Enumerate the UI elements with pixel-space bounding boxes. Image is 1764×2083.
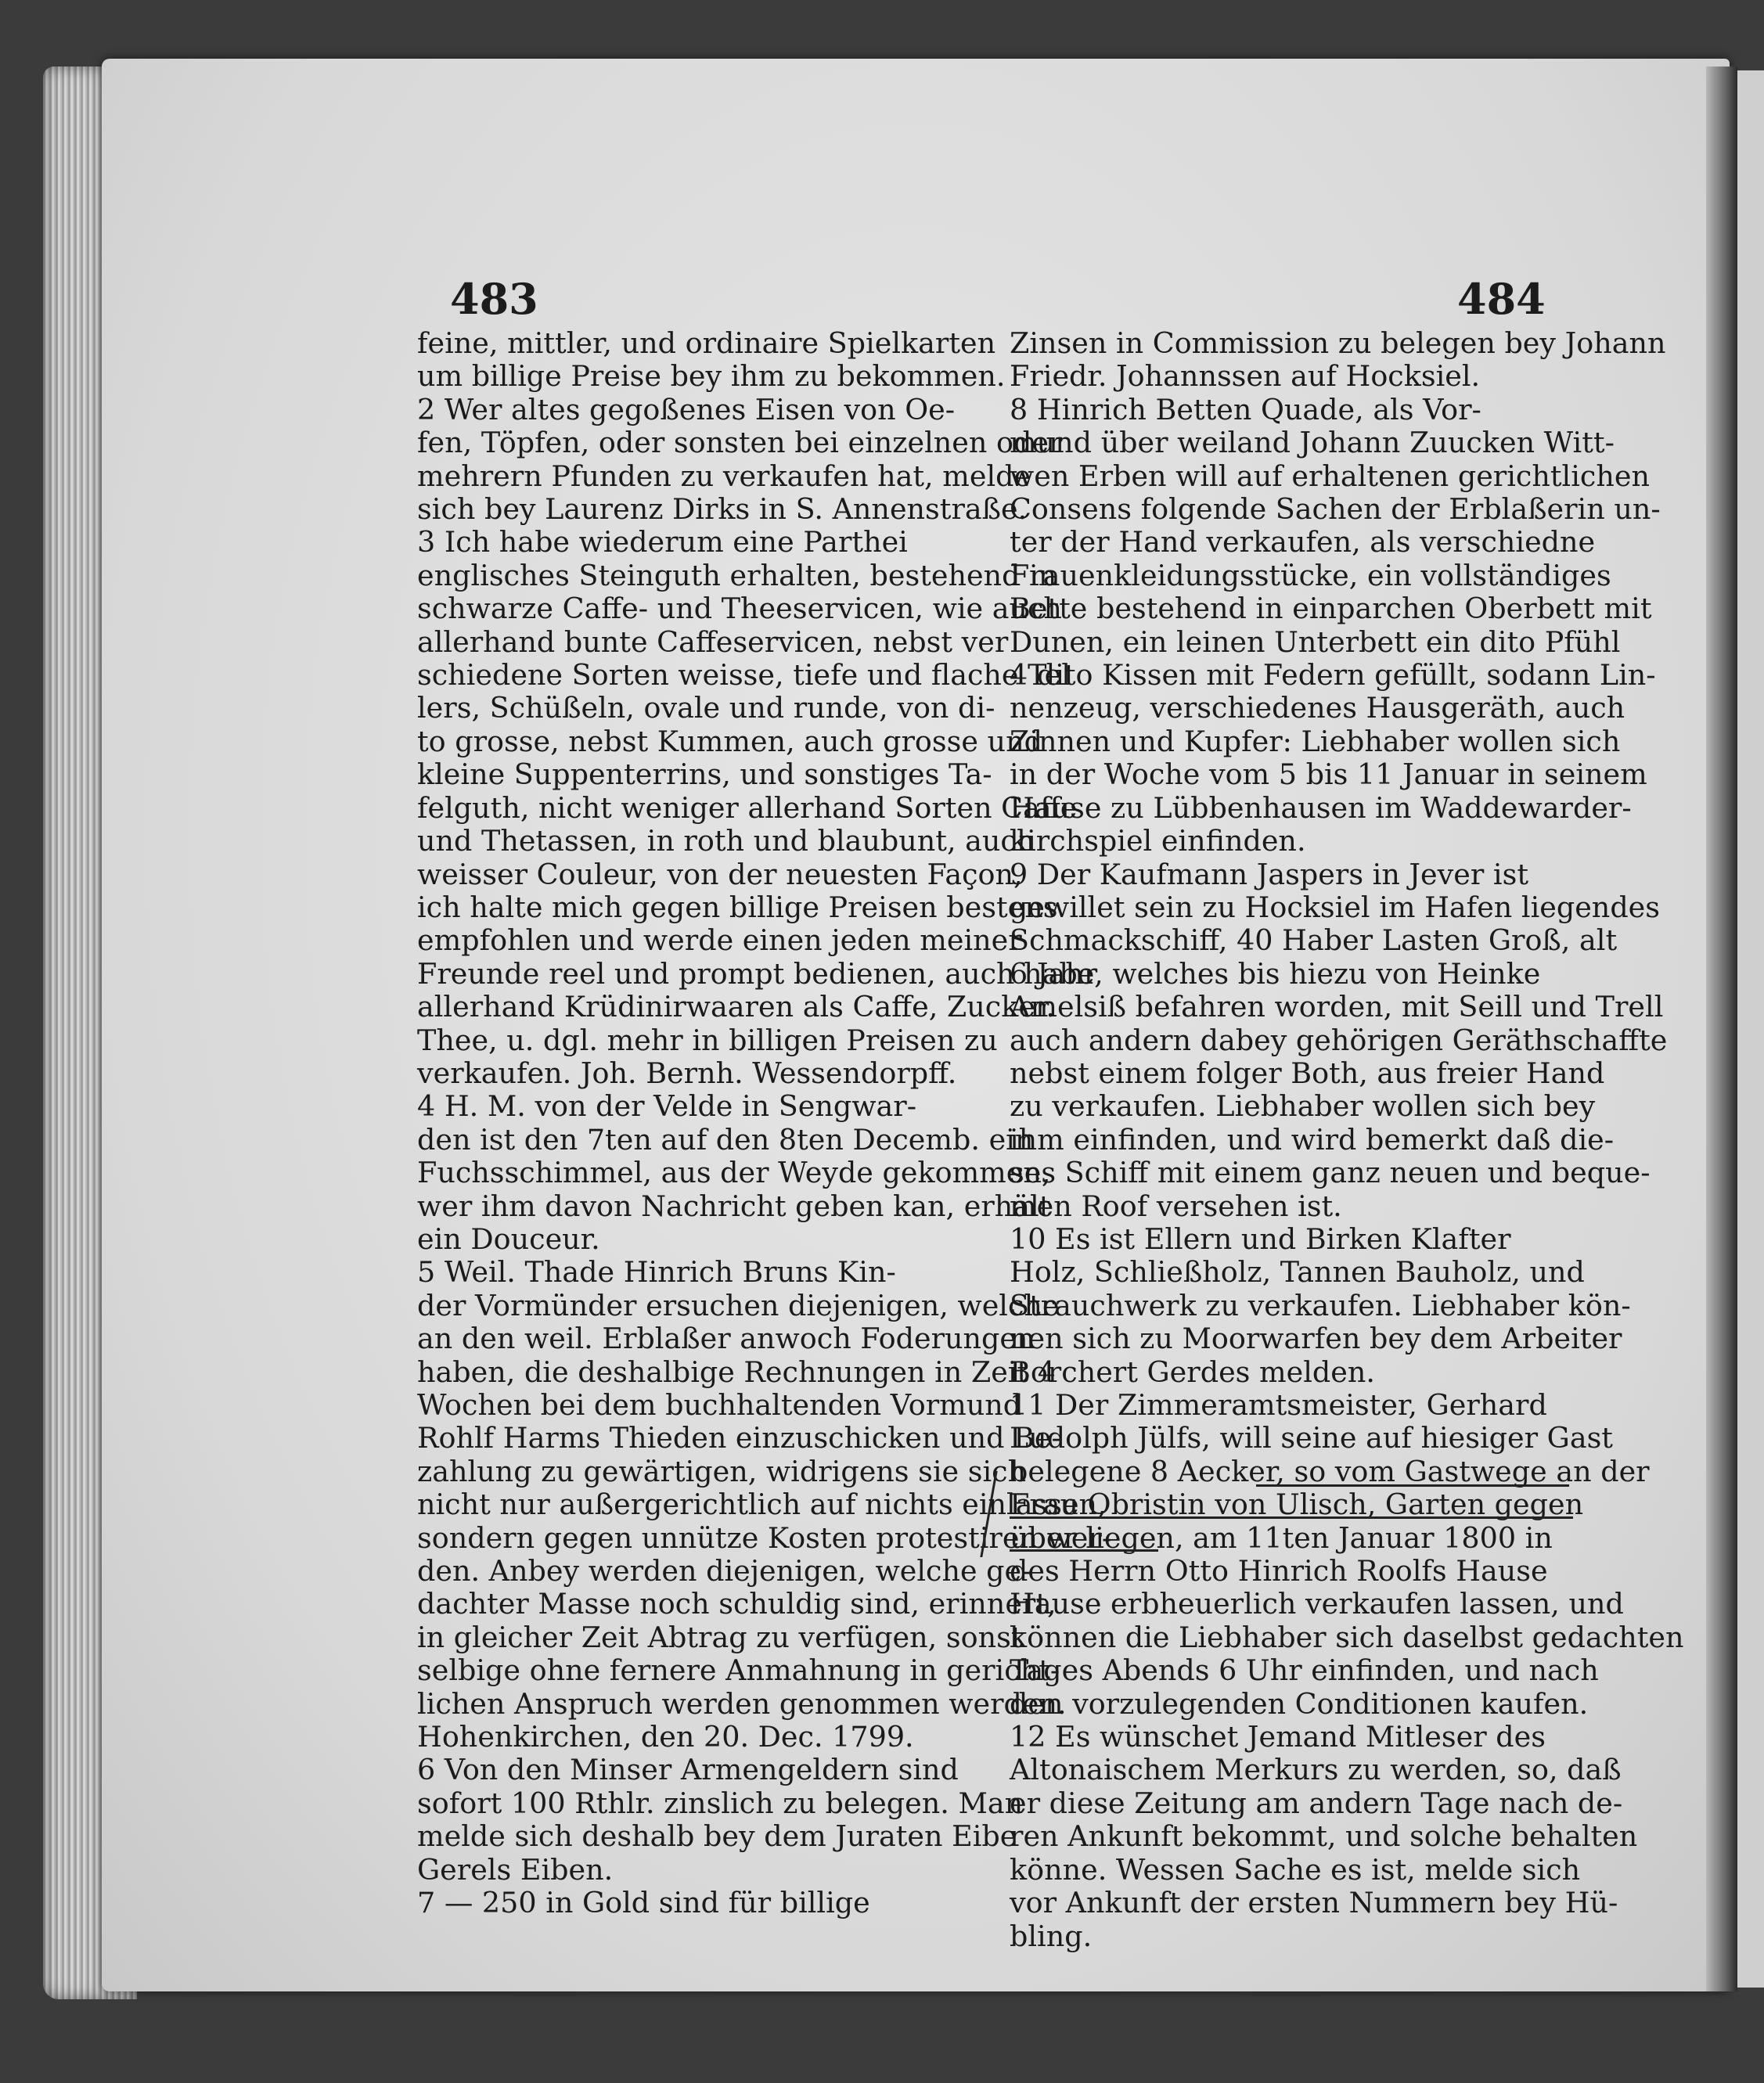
text-line: an den weil. Erblaßer anwoch Foderungen [417, 1322, 1035, 1356]
pen-underline-3 [1010, 1549, 1158, 1552]
text-line: selbige ohne fernere Anmahnung in gericht- [417, 1653, 1060, 1688]
text-line: 6 Von den Minser Armengeldern sind [417, 1753, 959, 1787]
text-line: bling. [1010, 1919, 1093, 1953]
text-line: um billige Preise bey ihm zu bekommen. [417, 359, 1006, 394]
text-line: kirchspiel einfinden. [1010, 824, 1306, 858]
text-line: schiedene Sorten weisse, tiefe und flache Tel [417, 658, 1071, 693]
text-line: Rohlf Harms Thieden einzuschicken und Be- [417, 1421, 1061, 1455]
text-line: Friedr. Johannssen auf Hocksiel. [1010, 359, 1481, 394]
text-line: schwarze Caffe- und Theeservicen, wie auch [417, 592, 1062, 626]
text-line: 9 Der Kaufmann Jaspers in Jever ist [1010, 857, 1529, 891]
text-line: weisser Couleur, von der neuesten Façon, [417, 857, 1023, 891]
text-line: 11 Der Zimmeramtsmeister, Gerhard [1010, 1388, 1547, 1422]
text-line: Consens folgende Sachen der Erblaßerin un- [1010, 492, 1661, 527]
text-line: allerhand Krüdinirwaaren als Caffe, Zucker. [417, 990, 1055, 1024]
text-line: ses Schiff mit einem ganz neuen und beque- [1010, 1156, 1651, 1190]
page-number-left: 483 [450, 274, 538, 324]
text-line: Ludolph Jülfs, will seine auf hiesiger Gast [1010, 1421, 1613, 1455]
text-line: Altonaischem Merkurs zu werden, so, daß [1010, 1753, 1622, 1787]
text-line: to grosse, nebst Kummen, auch grosse und [417, 724, 1042, 758]
text-line: mehrern Pfunden zu verkaufen hat, melde [417, 459, 1031, 493]
text-line: nebst einem folger Both, aus freier Hand [1010, 1056, 1605, 1090]
text-line: können die Liebhaber sich daselbst gedachten [1010, 1620, 1684, 1654]
text-line: gewillet sein zu Hocksiel im Hafen liegendes [1010, 890, 1661, 924]
text-line: Fuchsschimmel, aus der Weyde gekommen, [417, 1156, 1051, 1190]
text-line: Zinsen in Commission zu belegen bey Johann [1010, 326, 1666, 360]
text-line: Hause erbheuerlich verkaufen lassen, und [1010, 1587, 1624, 1621]
text-line: er diese Zeitung am andern Tage nach de- [1010, 1786, 1623, 1820]
text-line: belegene 8 Aecker, so vom Gastwege an der [1010, 1454, 1650, 1488]
text-line: verkaufen. Joh. Bernh. Wessendorpff. [417, 1056, 957, 1090]
next-page-strip [1737, 70, 1764, 1988]
text-line: zu verkaufen. Liebhaber wollen sich bey [1010, 1089, 1596, 1124]
text-line: ein Douceur. [417, 1221, 600, 1256]
text-line: ich halte mich gegen billige Preisen bestens [417, 890, 1058, 924]
text-line: Holz, Schließholz, Tannen Bauholz, und [1010, 1255, 1585, 1290]
text-line: in gleicher Zeit Abtrag zu verfügen, sonst [417, 1620, 1023, 1654]
text-line: mund über weiland Johann Zuucken Witt- [1010, 426, 1615, 460]
page-gutter-shadow [1706, 67, 1737, 1991]
text-line: Bette bestehend in einparchen Oberbett mit [1010, 592, 1652, 626]
text-line: des Herrn Otto Hinrich Roolfs Hause [1010, 1554, 1548, 1588]
text-line: Dunen, ein leinen Unterbett ein dito Pfühl [1010, 624, 1621, 659]
text-line: kleine Suppenterrins, und sonstiges Ta- [417, 757, 992, 792]
text-line: wer ihm davon Nachricht geben kan, erhält [417, 1189, 1051, 1223]
text-line: dachter Masse noch schuldig sind, erinnert, [417, 1587, 1057, 1621]
text-line: Hause zu Lübbenhausen im Waddewarder- [1010, 790, 1632, 825]
text-line: Gerels Eiben. [417, 1852, 614, 1887]
text-line: Zinnen und Kupfer: Liebhaber wollen sich [1010, 724, 1621, 758]
text-line: nenzeug, verschiedenes Hausgeräth, auch [1010, 691, 1625, 725]
pen-underline-1 [1256, 1484, 1569, 1487]
text-line: lers, Schüßeln, ovale und runde, von di- [417, 691, 995, 725]
text-line: Strauchwerk zu verkaufen. Liebhaber kön- [1010, 1288, 1631, 1322]
text-line: haben, die deshalbige Rechnungen in Zeit 4 [417, 1354, 1056, 1389]
text-line: den. Anbey werden diejenigen, welche ge- [417, 1554, 1031, 1588]
text-line: ter der Hand verkaufen, als verschiedne [1010, 525, 1596, 559]
pen-underline-2 [1010, 1516, 1573, 1519]
text-line: melde sich deshalb bey dem Juraten Eibe [417, 1819, 1017, 1854]
text-line: allerhand bunte Caffeservicen, nebst ver [417, 624, 1009, 659]
text-line: ihm einfinden, und wird bemerkt daß die- [1010, 1122, 1615, 1157]
text-line: empfohlen und werde einen jeden meiner [417, 923, 1022, 958]
text-line: men Roof versehen ist. [1010, 1189, 1342, 1223]
text-line: ren Ankunft bekommt, und solche behalten [1010, 1819, 1638, 1854]
text-line: sich bey Laurenz Dirks in S. Annenstraße. [417, 492, 1028, 527]
text-line: 10 Es ist Ellern und Birken Klafter [1010, 1221, 1511, 1256]
text-line: 6 Jahr, welches bis hiezu von Heinke [1010, 956, 1541, 991]
text-column-right [1010, 326, 1684, 1953]
text-line: 4 H. M. von der Velde in Sengwar- [417, 1089, 917, 1124]
text-line: Schmackschiff, 40 Haber Lasten Groß, alt [1010, 923, 1618, 958]
text-line: über liegen, am 11ten Januar 1800 in [1010, 1520, 1553, 1555]
text-line: wen Erben will auf erhaltenen gerichtlichen [1010, 459, 1650, 493]
text-line: Hohenkirchen, den 20. Dec. 1799. [417, 1720, 914, 1754]
text-line: sondern gegen unnütze Kosten protestiren wer- [417, 1520, 1112, 1555]
text-line: sofort 100 Rthlr. zinslich zu belegen. Man [417, 1786, 1024, 1820]
text-line: den ist den 7ten auf den 8ten Decemb. ein [417, 1122, 1034, 1157]
text-line: Tages Abends 6 Uhr einfinden, und nach [1010, 1653, 1599, 1688]
text-line: lichen Anspruch werden genommen werden. [417, 1686, 1067, 1721]
text-line: könne. Wessen Sache es ist, melde sich [1010, 1852, 1581, 1887]
text-line: Freunde reel und prompt bedienen, auch habe [417, 956, 1095, 991]
text-line: 2 Wer altes gegoßenes Eisen von Oe- [417, 392, 956, 426]
text-line: den vorzulegenden Conditionen kaufen. [1010, 1686, 1589, 1721]
text-line: vor Ankunft der ersten Nummern bey Hü- [1010, 1886, 1618, 1920]
text-line: Wochen bei dem buchhaltenden Vormund [417, 1388, 1022, 1422]
text-line: 3 Ich habe wiederum eine Parthei [417, 525, 908, 559]
text-line: Thee, u. dgl. mehr in billigen Preisen zu [417, 1023, 998, 1057]
text-line: Borchert Gerdes melden. [1010, 1354, 1375, 1389]
text-line: auch andern dabey gehörigen Geräthschaffte [1010, 1023, 1668, 1057]
text-line: Amelsiß befahren worden, mit Seill und Trell [1010, 990, 1664, 1024]
text-line: nen sich zu Moorwarfen bey dem Arbeiter [1010, 1322, 1622, 1356]
text-line: 4 dito Kissen mit Federn gefüllt, sodann Lin- [1010, 658, 1656, 693]
text-line: 12 Es wünschet Jemand Mitleser des [1010, 1720, 1546, 1754]
text-line: 7 — 250 in Gold sind für billige [417, 1886, 870, 1920]
text-line: fen, Töpfen, oder sonsten bei einzelnen oder [417, 426, 1063, 460]
text-line: Frauenkleidungsstücke, ein vollständiges [1010, 558, 1611, 592]
text-line: feine, mittler, und ordinaire Spielkarten [417, 326, 996, 360]
text-line: Frau Obristin von Ulisch, Garten gegen [1010, 1488, 1584, 1522]
text-line: der Vormünder ersuchen diejenigen, welche [417, 1288, 1060, 1322]
page-number-right: 484 [1457, 274, 1546, 324]
text-line: nicht nur außergerichtlich auf nichts einlassen, [417, 1488, 1107, 1522]
text-column-left [417, 326, 1112, 1920]
text-line: felguth, nicht weniger allerhand Sorten Caffe [417, 790, 1078, 825]
text-line: 5 Weil. Thade Hinrich Bruns Kin- [417, 1255, 896, 1290]
text-line: in der Woche vom 5 bis 11 Januar in seinem [1010, 757, 1647, 792]
text-line: zahlung zu gewärtigen, widrigens sie sich [417, 1454, 1027, 1488]
text-line: und Thetassen, in roth und blaubunt, auch [417, 824, 1035, 858]
text-line: 8 Hinrich Betten Quade, als Vor- [1010, 392, 1481, 426]
text-line: englisches Steinguth erhalten, bestehend in [417, 558, 1057, 592]
